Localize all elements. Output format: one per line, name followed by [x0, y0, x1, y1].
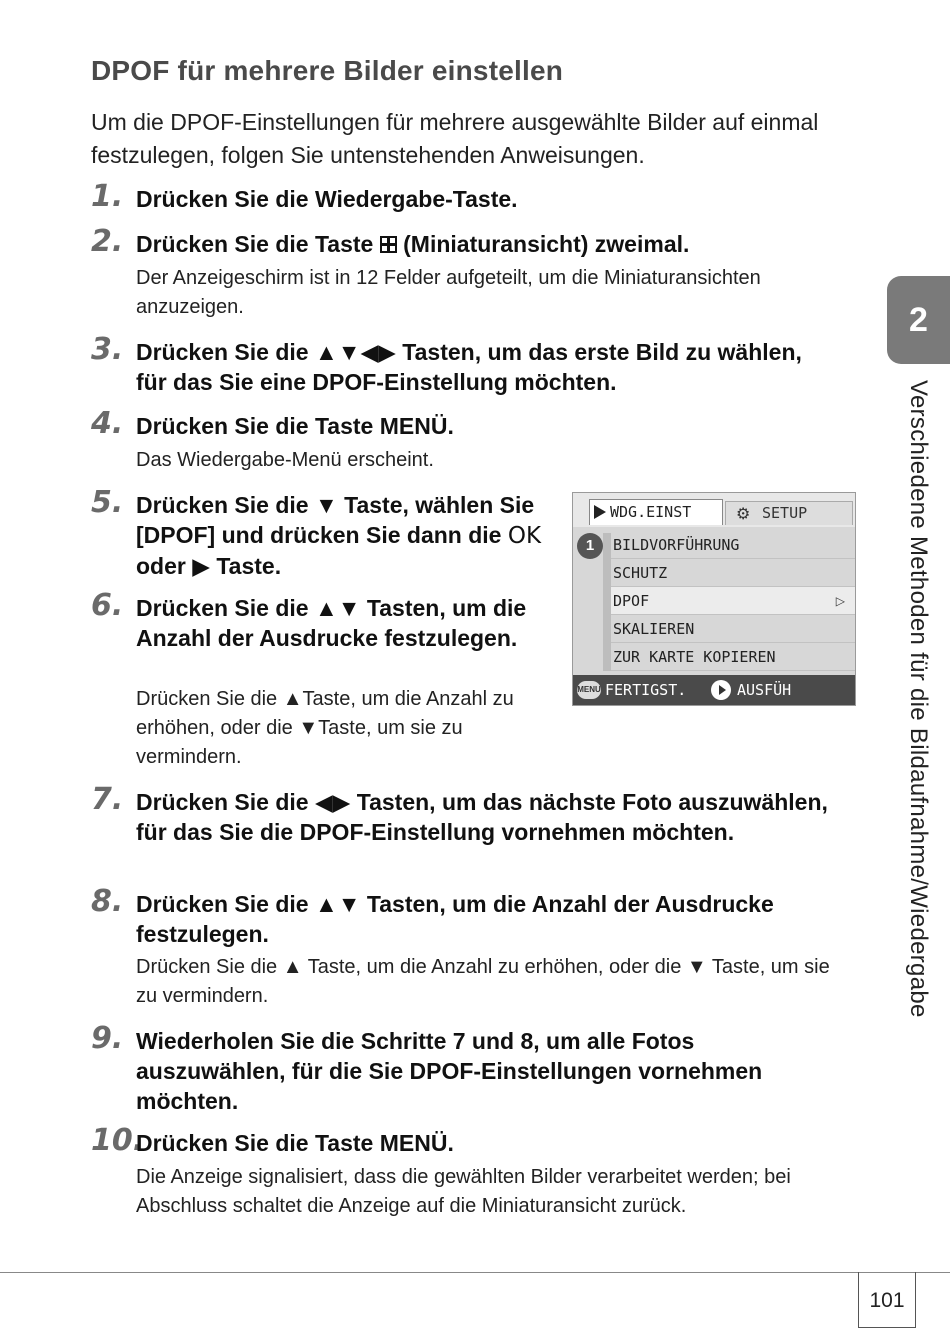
tab-setup [725, 501, 853, 525]
step-text: Drücken Sie die [136, 595, 309, 621]
step-text: (Miniaturansicht) zweimal. [403, 231, 690, 257]
section-heading: DPOF für mehrere Bilder einstellen [91, 55, 564, 86]
step-text: Taste, wählen Sie [DPOF] und drücken Sie dann die [136, 492, 535, 548]
camera-tab-bar [573, 493, 855, 527]
playback-icon [594, 505, 606, 519]
up-arrow-icon: ▲ [282, 956, 303, 978]
note-text: Taste, um die Anzahl zu erhöhen, oder die [307, 956, 682, 978]
step-number: 9. [91, 1021, 124, 1056]
scroll-indicator [603, 533, 611, 671]
step-text: Taste. [216, 553, 282, 579]
step-number: 7. [91, 782, 124, 817]
up-down-arrow-icon: ▲▼ [314, 891, 361, 917]
step-number: 5. [91, 485, 124, 520]
step-instruction [136, 490, 556, 581]
step-note [136, 953, 846, 1011]
thumbnail-grid-icon [380, 236, 397, 253]
right-arrow-icon: ▶ [192, 553, 210, 579]
footer-label-execute: AUSFÜH [737, 681, 792, 699]
wrench-icon: ⚙ [736, 504, 751, 523]
up-down-arrow-icon: ▲▼ [314, 595, 361, 621]
camera-footer-bar [573, 675, 855, 705]
menu-item: ZUR KARTE KOPIEREN [611, 643, 856, 671]
submenu-arrow-icon: ▷ [835, 594, 845, 608]
step-note [136, 685, 536, 772]
note-text: Taste, um die Anzahl zu erhöhen, oder die [136, 688, 514, 739]
step-note: Das Wiedergabe-Menü erscheint. [136, 449, 434, 471]
step-text: Drücken Sie die [136, 891, 309, 917]
note-text: Drücken Sie die [136, 688, 278, 710]
page-number: 101 [858, 1272, 916, 1328]
footer-rule [0, 1272, 950, 1273]
page-badge: 1 [577, 533, 603, 559]
menu-item: BILDVORFÜHRUNG [611, 531, 856, 559]
step-instruction: Drücken Sie die Wiedergabe-Taste. [136, 186, 518, 212]
chapter-tab: 2 [887, 276, 950, 364]
menu-item-label: DPOF [613, 592, 650, 610]
note-text: Taste, um sie zu vermindern. [136, 717, 463, 768]
step-instruction [136, 229, 689, 259]
chapter-side-title: Verschiedene Methoden für die Bildaufnahme/Wiedergabe [905, 380, 932, 1018]
down-arrow-icon: ▼ [298, 717, 319, 739]
note-text: Drücken Sie die [136, 956, 278, 978]
step-number: 4. [91, 406, 124, 441]
tab-label: SETUP [762, 504, 808, 522]
step-instruction: Drücken Sie die Taste MENÜ. [136, 1130, 454, 1156]
ok-key-label: OK [507, 523, 542, 549]
step-number: 10. [91, 1123, 145, 1158]
menu-button-icon: MENU [577, 681, 601, 699]
step-text: oder [136, 553, 186, 579]
step-text: Tasten, um das nächste Foto auszuwählen, für das Sie die DPOF-Einstellung vornehmen möchten. [136, 789, 828, 845]
step-text: Tasten, um die Anzahl der Ausdrucke festzulegen. [136, 595, 527, 651]
up-arrow-icon: ▲ [282, 688, 303, 710]
step-number: 1. [91, 179, 124, 214]
step-instruction [136, 787, 856, 847]
footer-label-done: FERTIGST. [605, 681, 687, 699]
step-instruction: Wiederholen Sie die Schritte 7 und 8, um alle Fotos auszuwählen, für die Sie DPOF-Einstellungen vornehmen möchten. [136, 1028, 763, 1114]
down-arrow-icon: ▼ [686, 956, 707, 978]
menu-item: SCHUTZ [611, 559, 856, 587]
step-note: Der Anzeigeschirm ist in 12 Felder aufgeteilt, um die Miniaturansichten anzuzeigen. [136, 267, 761, 318]
step-number: 3. [91, 332, 124, 367]
left-right-arrow-icon: ◀▶ [314, 789, 351, 815]
menu-item: SKALIEREN [611, 615, 856, 643]
step-text: Drücken Sie die [136, 492, 309, 518]
step-text: Drücken Sie die [136, 789, 309, 815]
arrow-keys-icon: ▲▼◀▶ [314, 339, 396, 365]
intro-paragraph: Um die DPOF-Einstellungen für mehrere ausgewählte Bilder auf einmal festzulegen, folgen Sie untenstehenden Anweisungen. [91, 109, 819, 168]
step-text: Tasten, um die Anzahl der Ausdrucke festzulegen. [136, 891, 774, 947]
step-instruction [136, 593, 536, 653]
step-instruction [136, 337, 836, 397]
step-note: Die Anzeige signalisiert, dass die gewählten Bilder verarbeitet werden; bei Abschluss schaltet die Anzeige auf die Miniaturansicht zurück. [136, 1166, 791, 1217]
camera-menu-screenshot [572, 492, 856, 706]
step-number: 2. [91, 224, 124, 259]
tab-label: WDG.EINST [610, 503, 692, 521]
step-text: Drücken Sie die [136, 339, 309, 365]
right-button-icon [711, 680, 731, 700]
step-instruction [136, 889, 856, 949]
step-number: 6. [91, 588, 124, 623]
step-number: 8. [91, 884, 124, 919]
down-arrow-icon: ▼ [314, 492, 338, 518]
tab-playback-settings [589, 499, 723, 525]
step-text: Drücken Sie die Taste [136, 231, 374, 257]
step-instruction: Drücken Sie die Taste MENÜ. [136, 413, 454, 439]
menu-item-selected [611, 587, 856, 615]
step-text: Tasten, um das erste Bild zu wählen, für das Sie eine DPOF-Einstellung möchten. [136, 339, 802, 395]
note-text: Taste, um sie zu vermindern. [136, 956, 830, 1007]
